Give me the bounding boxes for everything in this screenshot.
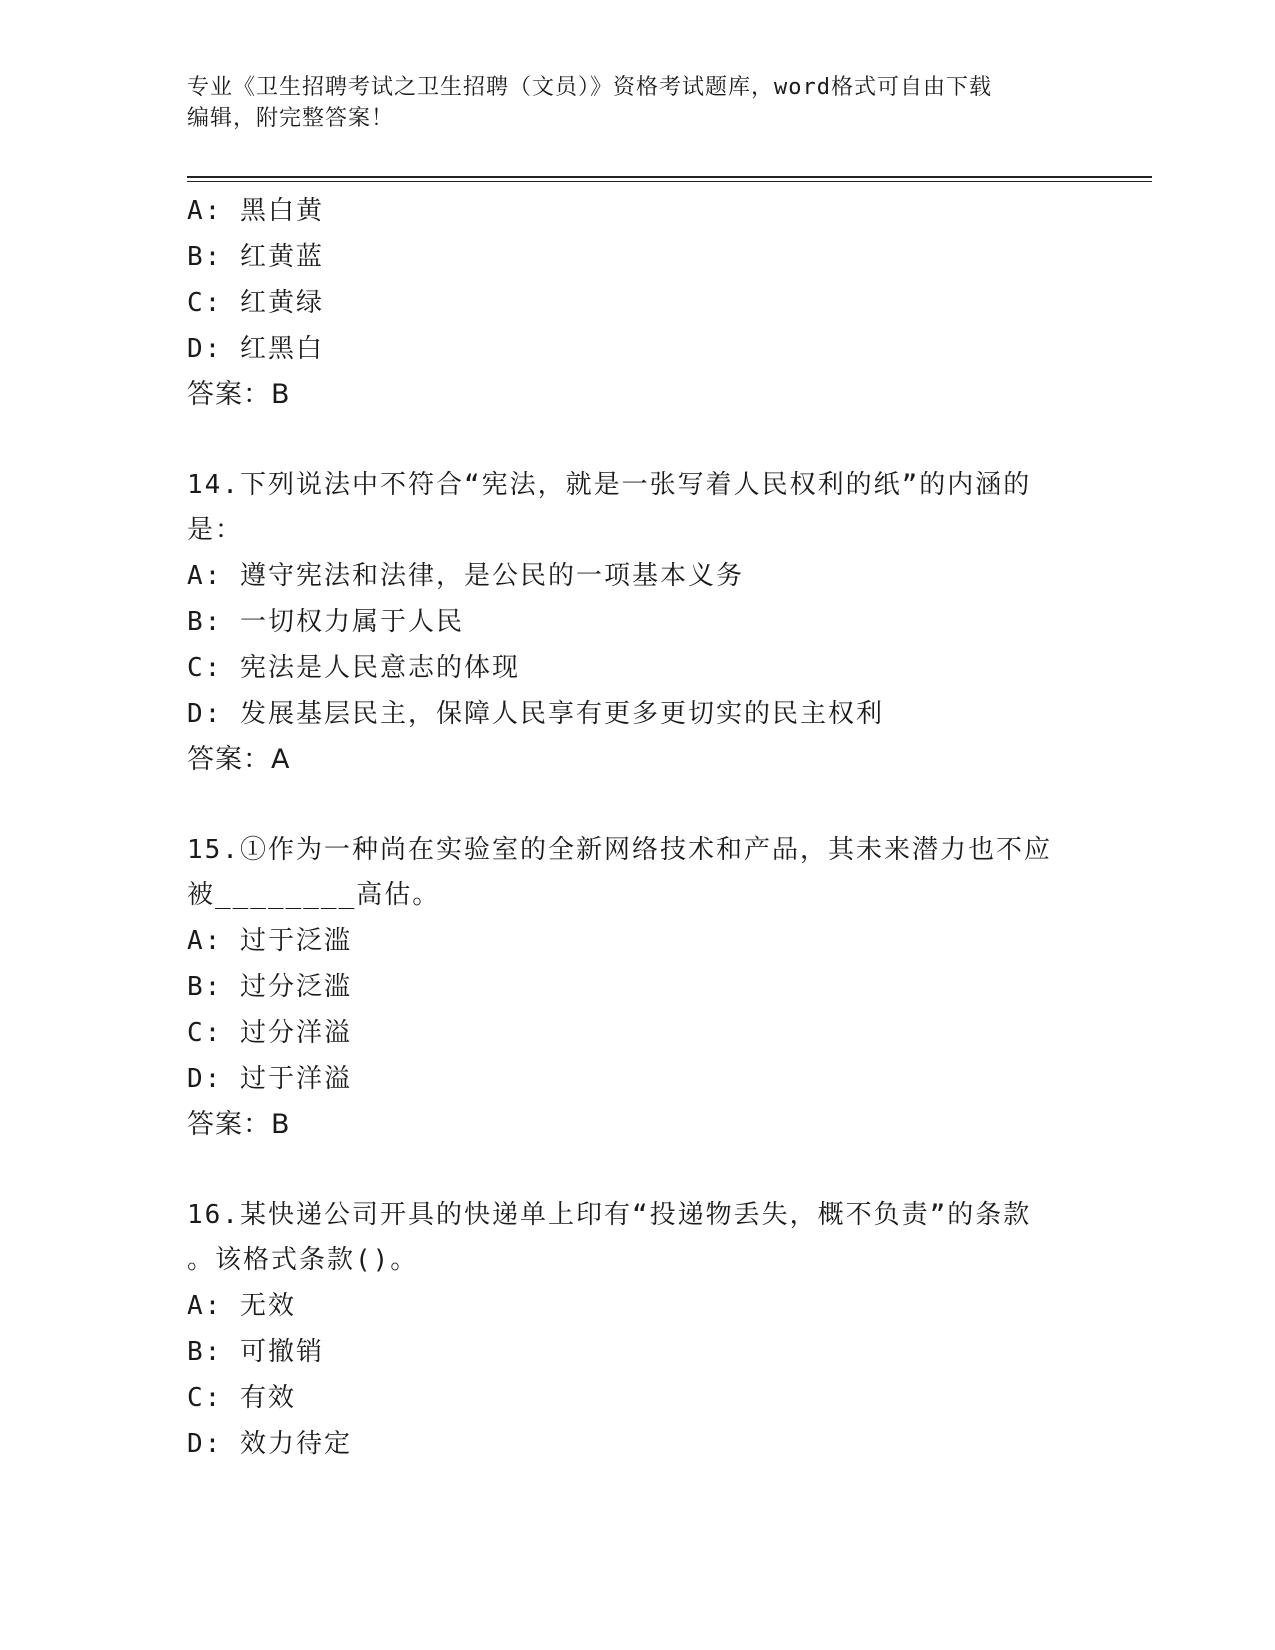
header-line-2: 编辑，附完整答案！ <box>187 106 395 131</box>
question-14 <box>187 463 1087 783</box>
question-stem-line-2: 被________高估。 <box>187 880 441 910</box>
option-c: C: 红黄绿 <box>187 288 324 318</box>
option-a: A: 无效 <box>187 1291 296 1321</box>
option-a: A: 遵守宪法和法律，是公民的一项基本义务 <box>187 561 744 591</box>
question-stem-line-2: 。该格式条款()。 <box>187 1245 419 1275</box>
option-c: C: 过分洋溢 <box>187 1018 352 1048</box>
option-a: A: 黑白黄 <box>187 196 324 226</box>
answer-line: 答案：A <box>187 744 291 775</box>
header-divider-thin <box>187 181 1152 182</box>
question-13 <box>187 188 1087 418</box>
question-16 <box>187 1193 1087 1467</box>
option-b: B: 红黄蓝 <box>187 242 324 272</box>
answer-line: 答案：B <box>187 379 291 410</box>
document-header <box>187 72 1067 134</box>
answer-line: 答案：B <box>187 1109 291 1140</box>
option-a: A: 过于泛滥 <box>187 926 352 956</box>
question-gap <box>187 783 1087 828</box>
question-15 <box>187 828 1087 1148</box>
option-c: C: 宪法是人民意志的体现 <box>187 653 520 683</box>
option-b: B: 一切权力属于人民 <box>187 607 464 637</box>
option-b: B: 过分泛滥 <box>187 972 352 1002</box>
question-gap <box>187 1148 1087 1193</box>
question-stem-line-2: 是： <box>187 515 244 545</box>
question-gap <box>187 418 1087 463</box>
question-stem-line-1: 15.①作为一种尚在实验室的全新网络技术和产品，其未来潜力也不应 <box>187 835 1052 865</box>
header-divider-thick <box>187 176 1152 178</box>
option-d: D: 红黑白 <box>187 334 324 364</box>
header-line-1: 专业《卫生招聘考试之卫生招聘（文员）》资格考试题库，word格式可自由下载 <box>187 75 992 100</box>
option-c: C: 有效 <box>187 1383 296 1413</box>
option-d: D: 发展基层民主，保障人民享有更多更切实的民主权利 <box>187 699 884 729</box>
question-stem-line-1: 16.某快递公司开具的快递单上印有“投递物丢失，概不负责”的条款 <box>187 1200 1032 1230</box>
option-b: B: 可撤销 <box>187 1337 324 1367</box>
option-d: D: 效力待定 <box>187 1429 352 1459</box>
option-d: D: 过于洋溢 <box>187 1064 352 1094</box>
question-stem-line-1: 14.下列说法中不符合“宪法，就是一张写着人民权利的纸”的内涵的 <box>187 470 1032 500</box>
question-list <box>187 188 1087 1467</box>
